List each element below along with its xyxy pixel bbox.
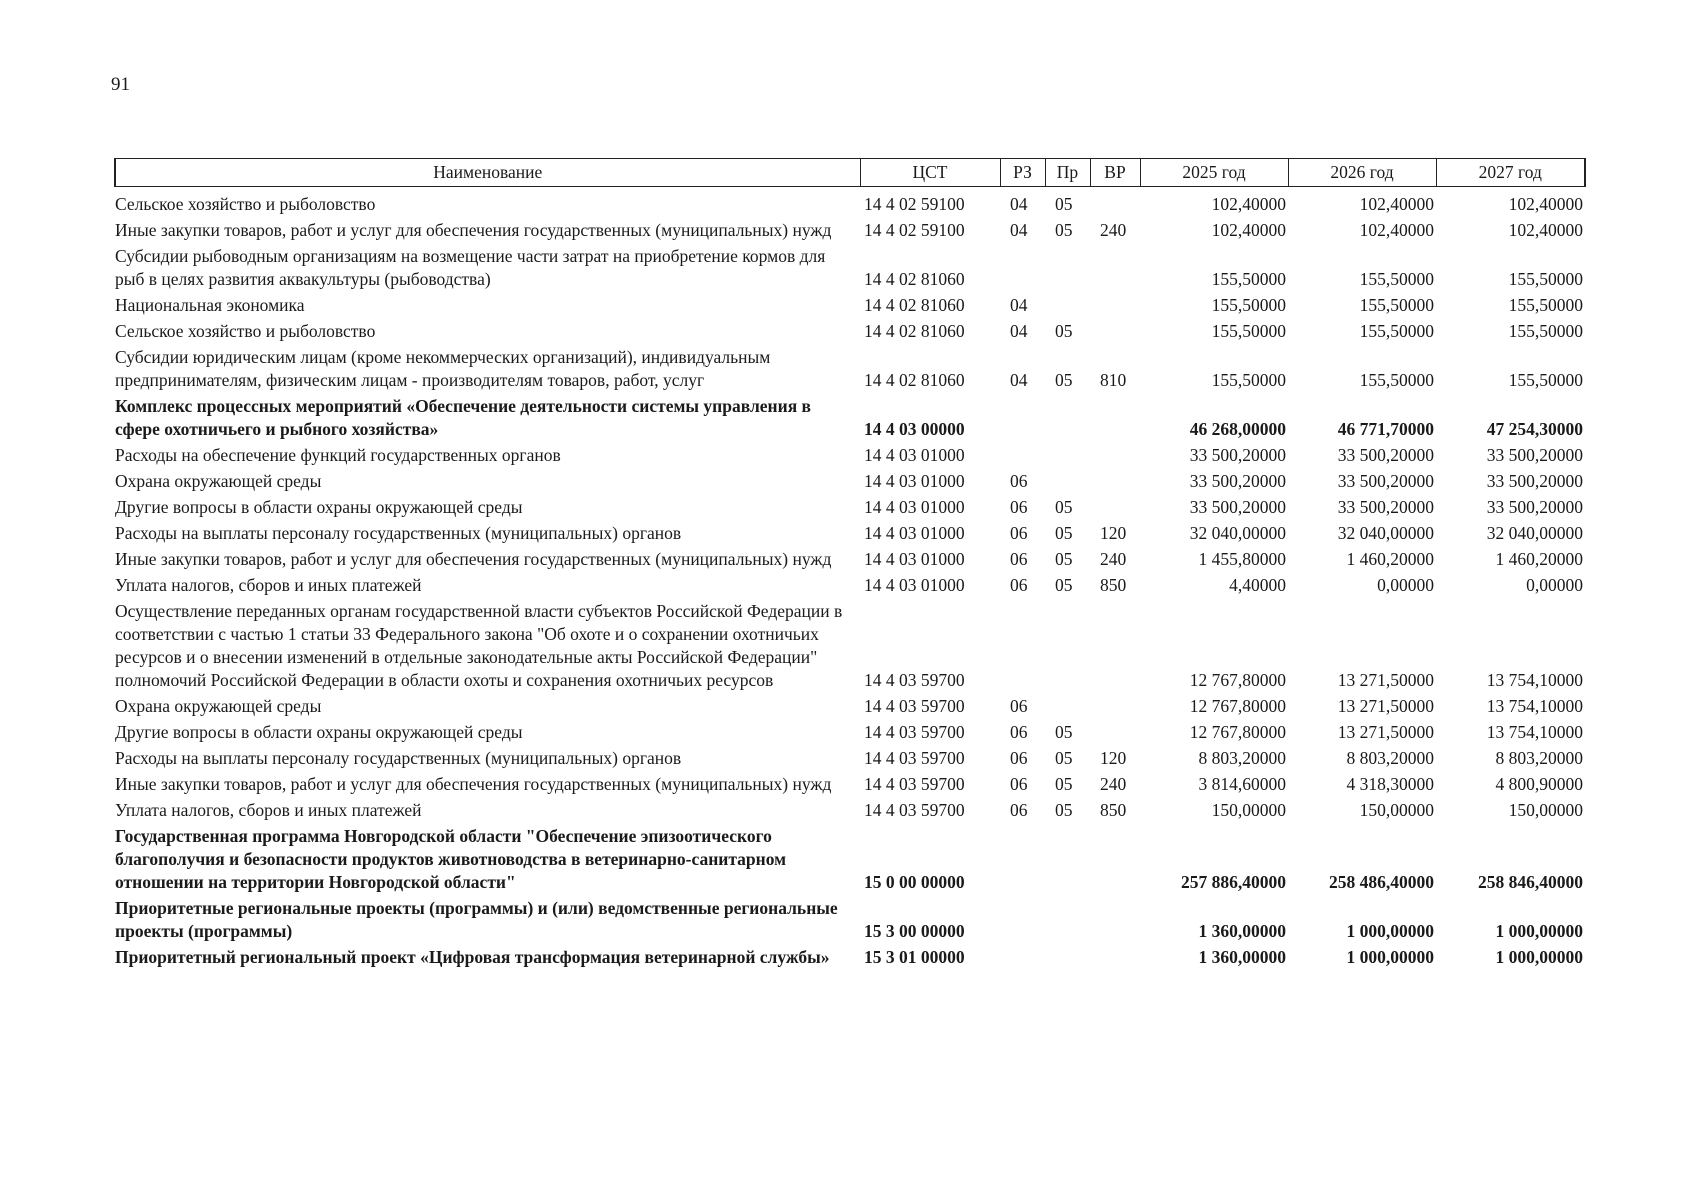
cell-2027: 102,40000 [1508, 220, 1583, 240]
cell-2027: 8 803,20000 [1495, 748, 1583, 768]
cell-2025: 33 500,20000 [1189, 445, 1286, 465]
cell-cst: 14 4 03 59700 [864, 696, 965, 716]
cell-rz: 04 [1010, 370, 1028, 390]
cell-2027: 1 000,00000 [1495, 921, 1583, 941]
cell-vr [1090, 187, 1140, 219]
cell-2026: 155,50000 [1359, 370, 1434, 390]
cell-name: Сельское хозяйство и рыболовство [115, 321, 376, 341]
cell-vr [1090, 244, 1140, 293]
cell-pr: 05 [1055, 220, 1073, 240]
cell-2027: 33 500,20000 [1486, 471, 1583, 491]
table-row [115, 319, 1585, 345]
cell-cst: 14 4 02 59100 [864, 194, 965, 214]
table-row [115, 694, 1585, 720]
cell-2026: 33 500,20000 [1337, 497, 1434, 517]
cell-vr [1090, 394, 1140, 443]
cell-cst: 14 4 03 01000 [864, 575, 965, 595]
table-row [115, 495, 1585, 521]
cell-pr [1045, 443, 1090, 469]
cell-2026: 155,50000 [1359, 269, 1434, 289]
cell-pr [1045, 244, 1090, 293]
table-row [115, 798, 1585, 824]
cell-cst: 14 4 03 01000 [864, 445, 965, 465]
cell-2027: 155,50000 [1508, 295, 1583, 315]
table-header [115, 159, 1585, 187]
table-row [115, 896, 1585, 945]
cell-2027: 47 254,30000 [1486, 419, 1583, 439]
cell-cst: 14 4 02 59100 [864, 220, 965, 240]
cell-pr: 05 [1055, 774, 1073, 794]
table-row [115, 547, 1585, 573]
budget-table [114, 158, 1586, 971]
header-2027: 2027 год [1436, 159, 1585, 187]
cell-pr [1045, 945, 1090, 971]
cell-name: Приоритетные региональные проекты (программы) и (или) ведомственные региональные проекты (программы) [115, 898, 838, 941]
cell-name: Иные закупки товаров, работ и услуг для обеспечения государственных (муниципальных) нужд [115, 774, 832, 794]
cell-2025: 155,50000 [1211, 321, 1286, 341]
table-row [115, 720, 1585, 746]
cell-vr [1090, 469, 1140, 495]
cell-rz: 04 [1010, 321, 1028, 341]
cell-name: Охрана окружающей среды [115, 696, 322, 716]
cell-2027: 0,00000 [1526, 575, 1583, 595]
cell-vr [1090, 720, 1140, 746]
cell-name: Национальная экономика [115, 295, 305, 315]
cell-rz [1000, 896, 1045, 945]
cell-2027: 1 460,20000 [1495, 549, 1583, 569]
cell-2027: 155,50000 [1508, 269, 1583, 289]
cell-cst: 14 4 03 59700 [864, 800, 965, 820]
cell-pr [1045, 394, 1090, 443]
cell-rz [1000, 394, 1045, 443]
cell-rz: 06 [1010, 471, 1028, 491]
cell-2026: 150,00000 [1359, 800, 1434, 820]
cell-name: Уплата налогов, сборов и иных платежей [115, 575, 422, 595]
table-row [115, 244, 1585, 293]
cell-cst: 14 4 03 59700 [864, 670, 965, 690]
cell-pr [1045, 293, 1090, 319]
cell-name: Другие вопросы в области охраны окружающей среды [115, 497, 523, 517]
cell-2025: 102,40000 [1211, 194, 1286, 214]
cell-pr: 05 [1055, 800, 1073, 820]
cell-rz: 06 [1010, 774, 1028, 794]
cell-rz: 04 [1010, 194, 1028, 214]
cell-2027: 155,50000 [1508, 321, 1583, 341]
cell-pr: 05 [1055, 321, 1073, 341]
cell-cst: 14 4 02 81060 [864, 295, 965, 315]
cell-rz: 06 [1010, 748, 1028, 768]
cell-vr [1090, 945, 1140, 971]
cell-rz [1000, 824, 1045, 896]
table-row [115, 521, 1585, 547]
cell-vr [1090, 896, 1140, 945]
table-row [115, 746, 1585, 772]
table-row [115, 772, 1585, 798]
cell-2026: 33 500,20000 [1337, 445, 1434, 465]
cell-name: Субсидии рыбоводным организациям на возмещение части затрат на приобретение кормов для рыб в целях развития аквакультуры (рыбоводства) [115, 246, 826, 289]
cell-cst: 15 3 00 00000 [864, 921, 965, 941]
cell-rz [1000, 443, 1045, 469]
cell-2025: 8 803,20000 [1198, 748, 1286, 768]
cell-2026: 102,40000 [1359, 220, 1434, 240]
cell-name: Расходы на выплаты персоналу государственных (муниципальных) органов [115, 523, 682, 543]
cell-cst: 14 4 02 81060 [864, 370, 965, 390]
header-rz: РЗ [1000, 159, 1045, 187]
page-number: 91 [111, 74, 130, 95]
header-vr: ВР [1090, 159, 1140, 187]
cell-pr: 05 [1055, 497, 1073, 517]
cell-2025: 46 268,00000 [1189, 419, 1286, 439]
cell-name: Другие вопросы в области охраны окружающей среды [115, 722, 523, 742]
cell-rz [1000, 945, 1045, 971]
cell-pr [1045, 824, 1090, 896]
cell-cst: 14 4 02 81060 [864, 321, 965, 341]
table-row [115, 187, 1585, 219]
table-row [115, 218, 1585, 244]
cell-cst: 15 0 00 00000 [864, 872, 965, 892]
cell-vr [1090, 599, 1140, 694]
cell-name: Иные закупки товаров, работ и услуг для обеспечения государственных (муниципальных) нужд [115, 220, 832, 240]
cell-rz [1000, 244, 1045, 293]
cell-cst: 14 4 03 00000 [864, 419, 965, 439]
header-2026: 2026 год [1288, 159, 1436, 187]
cell-2026: 155,50000 [1359, 321, 1434, 341]
table-row [115, 345, 1585, 394]
cell-2026: 258 486,40000 [1329, 872, 1434, 892]
cell-2027: 13 754,10000 [1486, 696, 1583, 716]
cell-2027: 150,00000 [1508, 800, 1583, 820]
cell-vr [1090, 824, 1140, 896]
cell-vr: 850 [1100, 800, 1127, 820]
cell-pr: 05 [1055, 194, 1073, 214]
table-row [115, 573, 1585, 599]
header-pr: Пр [1045, 159, 1090, 187]
cell-rz: 06 [1010, 523, 1028, 543]
cell-2026: 1 000,00000 [1346, 921, 1434, 941]
cell-2025: 1 455,80000 [1198, 549, 1286, 569]
cell-2025: 33 500,20000 [1189, 471, 1286, 491]
cell-2025: 155,50000 [1211, 295, 1286, 315]
cell-2026: 4 318,30000 [1346, 774, 1434, 794]
cell-2027: 4 800,90000 [1495, 774, 1583, 794]
cell-cst: 14 4 02 81060 [864, 269, 965, 289]
cell-vr: 810 [1100, 370, 1127, 390]
table-row [115, 599, 1585, 694]
cell-2025: 150,00000 [1211, 800, 1286, 820]
cell-name: Приоритетный региональный проект «Цифровая трансформация ветеринарной службы» [115, 947, 830, 967]
cell-2027: 1 000,00000 [1495, 947, 1583, 967]
table-body [115, 187, 1585, 972]
cell-2027: 13 754,10000 [1486, 670, 1583, 690]
cell-vr: 120 [1100, 523, 1127, 543]
cell-name: Расходы на выплаты персоналу государственных (муниципальных) органов [115, 748, 682, 768]
cell-2025: 155,50000 [1211, 370, 1286, 390]
cell-pr [1045, 694, 1090, 720]
table-row [115, 945, 1585, 971]
cell-pr: 05 [1055, 523, 1073, 543]
cell-vr: 850 [1100, 575, 1127, 595]
cell-name: Комплекс процессных мероприятий «Обеспечение деятельности системы управления в сфере охотничьего и рыбного хозяйства» [115, 396, 812, 439]
cell-name: Иные закупки товаров, работ и услуг для обеспечения государственных (муниципальных) нужд [115, 549, 832, 569]
cell-pr: 05 [1055, 370, 1073, 390]
header-cst: ЦСТ [860, 159, 1000, 187]
cell-name: Охрана окружающей среды [115, 471, 322, 491]
cell-cst: 14 4 03 59700 [864, 774, 965, 794]
cell-vr: 240 [1100, 774, 1127, 794]
cell-name: Сельское хозяйство и рыболовство [115, 194, 376, 214]
cell-cst: 14 4 03 59700 [864, 722, 965, 742]
cell-2026: 46 771,70000 [1337, 419, 1434, 439]
cell-name: Осуществление переданных органам государственной власти субъектов Российской Федерации в соответствии с частью 1 статьи 33 Федерального закона "Об охоте и о сохранении охотничьих ресурсов и о внесении изменений в отдельные законодательные акты Российской Федерации" полномочий Российской Федерации в области охоты и сохранения охотничьих ресурсов [115, 601, 843, 690]
cell-rz: 06 [1010, 497, 1028, 517]
cell-pr: 05 [1055, 575, 1073, 595]
table-row [115, 293, 1585, 319]
cell-pr [1045, 469, 1090, 495]
cell-2026: 13 271,50000 [1337, 722, 1434, 742]
cell-vr [1090, 495, 1140, 521]
cell-rz: 06 [1010, 549, 1028, 569]
cell-2026: 13 271,50000 [1337, 670, 1434, 690]
cell-cst: 14 4 03 01000 [864, 523, 965, 543]
cell-name: Уплата налогов, сборов и иных платежей [115, 800, 422, 820]
cell-2025: 155,50000 [1211, 269, 1286, 289]
cell-pr: 05 [1055, 722, 1073, 742]
cell-vr: 240 [1100, 549, 1127, 569]
header-2025: 2025 год [1140, 159, 1288, 187]
cell-2025: 33 500,20000 [1189, 497, 1286, 517]
cell-2026: 0,00000 [1377, 575, 1434, 595]
cell-cst: 14 4 03 59700 [864, 748, 965, 768]
cell-2027: 258 846,40000 [1478, 872, 1583, 892]
cell-vr [1090, 694, 1140, 720]
cell-2025: 1 360,00000 [1198, 921, 1286, 941]
cell-rz: 06 [1010, 696, 1028, 716]
cell-name: Расходы на обеспечение функций государственных органов [115, 445, 561, 465]
table-row [115, 443, 1585, 469]
cell-vr: 120 [1100, 748, 1127, 768]
table-row [115, 824, 1585, 896]
cell-2025: 12 767,80000 [1189, 670, 1286, 690]
cell-2026: 102,40000 [1359, 194, 1434, 214]
cell-pr [1045, 896, 1090, 945]
cell-2026: 1 460,20000 [1346, 549, 1434, 569]
cell-2026: 8 803,20000 [1346, 748, 1434, 768]
header-name: Наименование [115, 159, 860, 187]
cell-2026: 33 500,20000 [1337, 471, 1434, 491]
cell-2027: 33 500,20000 [1486, 497, 1583, 517]
cell-rz: 04 [1010, 220, 1028, 240]
cell-pr [1045, 599, 1090, 694]
cell-2027: 33 500,20000 [1486, 445, 1583, 465]
cell-2025: 12 767,80000 [1189, 722, 1286, 742]
cell-2025: 32 040,00000 [1189, 523, 1286, 543]
cell-cst: 14 4 03 01000 [864, 471, 965, 491]
cell-2026: 155,50000 [1359, 295, 1434, 315]
cell-name: Государственная программа Новгородской области "Обеспечение эпизоотического благополучия и безопасности продуктов животноводства в ветеринарно-санитарном отношении на территории Новгородской области" [115, 826, 787, 892]
cell-vr: 240 [1100, 220, 1127, 240]
cell-cst: 14 4 03 01000 [864, 497, 965, 517]
cell-cst: 15 3 01 00000 [864, 947, 965, 967]
cell-2026: 13 271,50000 [1337, 696, 1434, 716]
table-row [115, 469, 1585, 495]
cell-rz: 06 [1010, 800, 1028, 820]
cell-name: Субсидии юридическим лицам (кроме некоммерческих организаций), индивидуальным предпринимателям, физическим лицам - производителям товаров, работ, услуг [115, 347, 771, 390]
cell-2025: 1 360,00000 [1198, 947, 1286, 967]
cell-2025: 4,40000 [1229, 575, 1286, 595]
cell-2026: 32 040,00000 [1337, 523, 1434, 543]
table-row [115, 394, 1585, 443]
cell-2027: 102,40000 [1508, 194, 1583, 214]
cell-pr: 05 [1055, 748, 1073, 768]
cell-2025: 3 814,60000 [1198, 774, 1286, 794]
cell-2025: 102,40000 [1211, 220, 1286, 240]
cell-2027: 13 754,10000 [1486, 722, 1583, 742]
cell-2025: 12 767,80000 [1189, 696, 1286, 716]
cell-2025: 257 886,40000 [1181, 872, 1286, 892]
cell-2027: 155,50000 [1508, 370, 1583, 390]
cell-2026: 1 000,00000 [1346, 947, 1434, 967]
cell-rz: 04 [1010, 295, 1028, 315]
cell-vr [1090, 293, 1140, 319]
cell-2027: 32 040,00000 [1486, 523, 1583, 543]
cell-rz: 06 [1010, 722, 1028, 742]
cell-vr [1090, 443, 1140, 469]
cell-pr: 05 [1055, 549, 1073, 569]
cell-rz [1000, 599, 1045, 694]
cell-vr [1090, 319, 1140, 345]
cell-rz: 06 [1010, 575, 1028, 595]
cell-cst: 14 4 03 01000 [864, 549, 965, 569]
